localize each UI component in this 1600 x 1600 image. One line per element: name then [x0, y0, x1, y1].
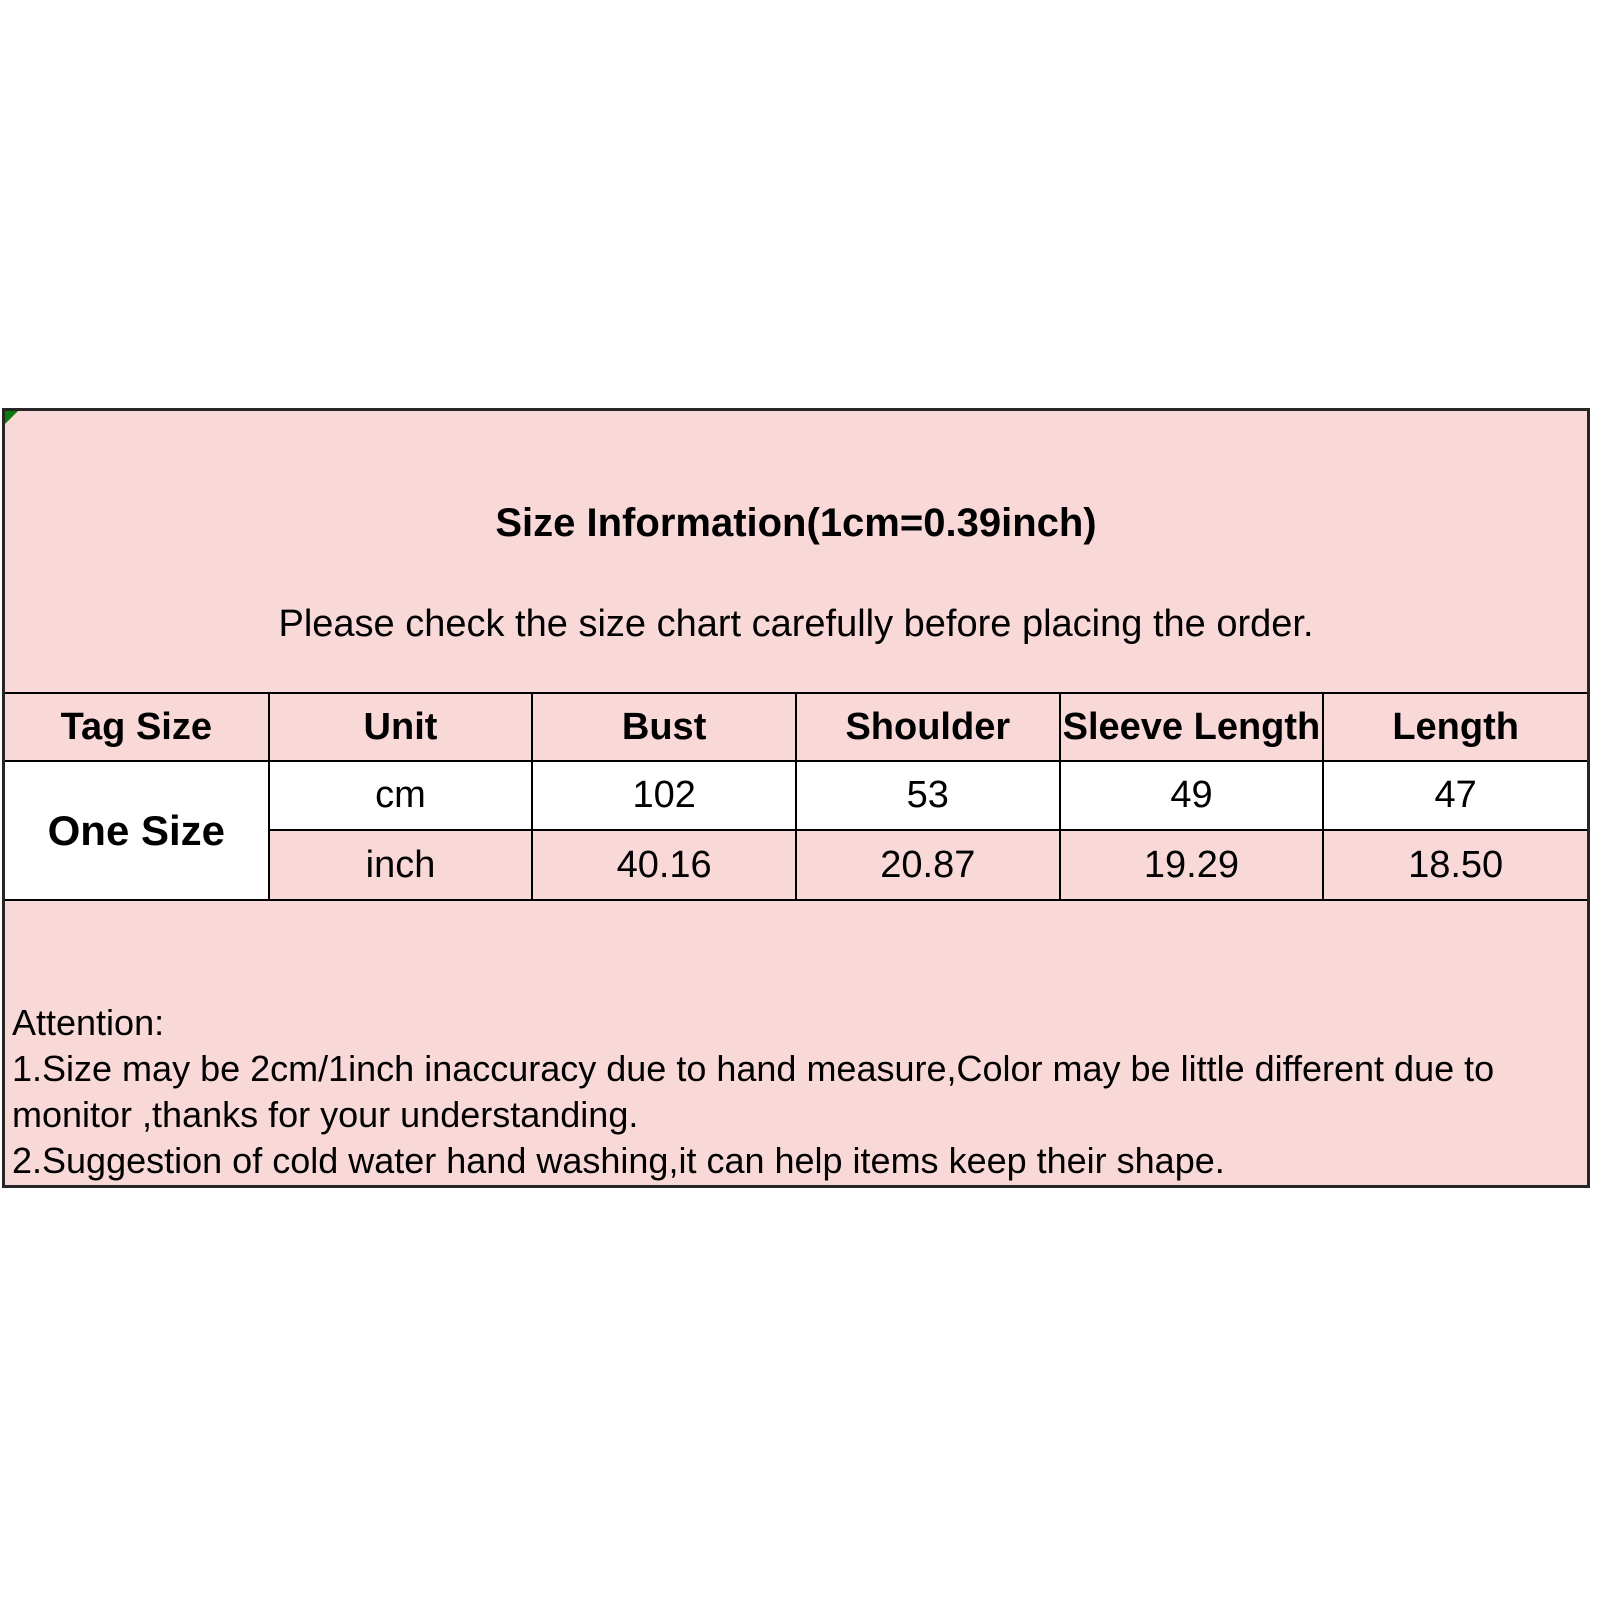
shoulder-inch-value: 20.87 — [796, 830, 1060, 900]
table-row-cm — [5, 761, 1587, 830]
column-header-unit: Unit — [269, 693, 533, 761]
shoulder-cm-value: 53 — [796, 761, 1060, 830]
attention-note-1-continued: monitor ,thanks for your understanding. — [12, 1094, 639, 1135]
attention-note-2: 2.Suggestion of cold water hand washing,it can help items keep their shape. — [12, 1140, 1225, 1181]
bust-inch-value: 40.16 — [532, 830, 796, 900]
size-table — [5, 692, 1587, 901]
column-header-length: Length — [1323, 693, 1587, 761]
corner-triangle-icon — [5, 411, 18, 424]
bust-cm-value: 102 — [532, 761, 796, 830]
page-title: Size Information(1cm=0.39inch) — [495, 501, 1097, 545]
column-header-shoulder: Shoulder — [796, 693, 1060, 761]
sleeve-length-cm-value: 49 — [1060, 761, 1324, 830]
unit-cell-inch: inch — [269, 830, 533, 900]
length-cm-value: 47 — [1323, 761, 1587, 830]
attention-block — [12, 1000, 1577, 1184]
size-chart-panel — [2, 408, 1590, 1188]
unit-cell-cm: cm — [269, 761, 533, 830]
column-header-sleeve-length: Sleeve Length — [1060, 693, 1324, 761]
attention-heading: Attention: — [12, 1002, 165, 1043]
size-table-header-row — [5, 693, 1587, 761]
page-subtitle: Please check the size chart carefully before placing the order. — [278, 603, 1314, 645]
column-header-tag-size: Tag Size — [5, 693, 269, 761]
column-header-bust: Bust — [532, 693, 796, 761]
attention-note-1: 1.Size may be 2cm/1inch inaccuracy due to hand measure,Color may be little different due to — [12, 1048, 1495, 1089]
sleeve-length-inch-value: 19.29 — [1060, 830, 1324, 900]
length-inch-value: 18.50 — [1323, 830, 1587, 900]
tag-size-cell: One Size — [5, 761, 269, 900]
